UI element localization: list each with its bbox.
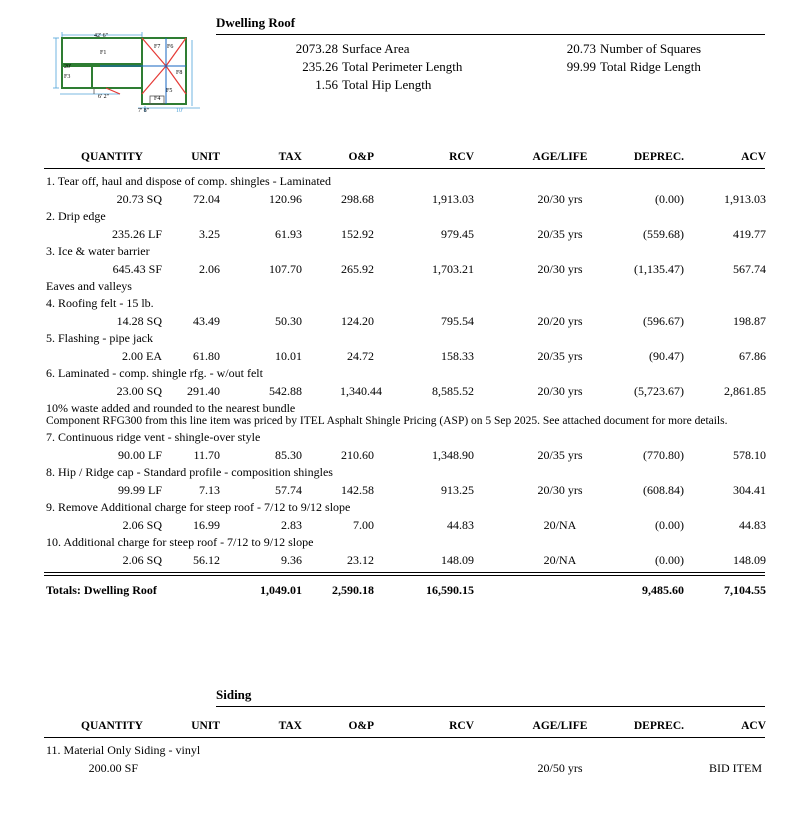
cell-unit: 2.06: [199, 262, 220, 276]
table-row: [0, 384, 804, 402]
siding-section-title: Siding: [216, 687, 252, 702]
cell-unit: 56.12: [193, 553, 220, 567]
cell-op: 23.12: [347, 553, 374, 567]
header-op: O&P: [348, 720, 374, 732]
header-acv: ACV: [741, 151, 766, 163]
cell-age-life: 20/NA: [543, 518, 577, 532]
table-row: [0, 262, 804, 280]
header-unit: UNIT: [191, 720, 220, 732]
dim-bottom-left-label: 6' 2": [98, 94, 110, 100]
total-op: 2,590.18: [332, 583, 374, 597]
cell-acv: 2,861.85: [724, 384, 766, 398]
item-9-description-row: [0, 500, 804, 518]
cell-age-life: 20/30 yrs: [537, 192, 583, 206]
cell-unit: 3.25: [199, 227, 220, 241]
cell-op: 7.00: [353, 518, 374, 532]
header-deprec: DEPREC.: [633, 151, 684, 163]
header-age-life: AGE/LIFE: [532, 720, 588, 732]
header-rcv: RCV: [449, 720, 474, 732]
cell-acv: 567.74: [733, 262, 766, 276]
cell-deprec: (0.00): [655, 518, 684, 532]
item-description: 8. Hip / Ridge cap - Standard profile - composition shingles: [46, 465, 333, 479]
header-quantity: QUANTITY: [81, 720, 143, 732]
cell-acv: BID ITEM: [709, 761, 762, 775]
hip-length-value: 1.56: [315, 77, 338, 92]
item-10-description-row: [0, 535, 804, 553]
cell-rcv: 1,913.03: [432, 192, 474, 206]
cell-op: 152.92: [341, 227, 374, 241]
item-3-note-row: [0, 279, 804, 297]
cell-qty: 20.73 SQ: [116, 192, 162, 206]
cell-rcv: 979.45: [441, 227, 474, 241]
cell-op: 142.58: [341, 483, 374, 497]
cell-acv: 67.86: [739, 349, 766, 363]
cell-qty: 99.99 LF: [117, 483, 162, 497]
item-description: 5. Flashing - pipe jack: [46, 331, 153, 345]
table-row: [0, 518, 804, 536]
ridge-label: Total Ridge Length: [600, 59, 701, 74]
roof-table-header: [0, 151, 804, 169]
cell-deprec: (770.80): [643, 448, 684, 462]
cell-acv: 304.41: [733, 483, 766, 497]
cell-age-life: 20/35 yrs: [537, 448, 583, 462]
cell-unit: 61.80: [193, 349, 220, 363]
cell-acv: 44.83: [739, 518, 766, 532]
cell-unit: 43.49: [193, 314, 220, 328]
cell-op: 24.72: [347, 349, 374, 363]
cell-qty: 2.06 SQ: [122, 553, 162, 567]
header-deprec: DEPREC.: [633, 720, 684, 732]
cell-op: 210.60: [341, 448, 374, 462]
cell-acv: 198.87: [733, 314, 766, 328]
item-11-description-row: [0, 743, 804, 761]
cell-deprec: (0.00): [655, 192, 684, 206]
cell-tax: 85.30: [275, 448, 302, 462]
header-acv: ACV: [741, 720, 766, 732]
cell-acv: 419.77: [733, 227, 766, 241]
cell-tax: 9.36: [281, 553, 302, 567]
cell-deprec: (608.84): [643, 483, 684, 497]
table-row: [0, 349, 804, 367]
item-7-description-row: [0, 430, 804, 448]
item-description: 9. Remove Additional charge for steep roof - 7/12 to 9/12 slope: [46, 500, 351, 514]
item-description: 7. Continuous ridge vent - shingle-over style: [46, 430, 261, 444]
total-deprec: 9,485.60: [642, 583, 684, 597]
cell-rcv: 795.54: [441, 314, 474, 328]
cell-rcv: 148.09: [441, 553, 474, 567]
cell-acv: 148.09: [733, 553, 766, 567]
cell-qty: 23.00 SQ: [116, 384, 162, 398]
item-note-pricing: Component RFG300 from this line item was priced by ITEL Asphalt Shingle Pricing (ASP) on 5 Sep 2025. See attached document for more details.: [46, 415, 728, 427]
cell-deprec: (596.67): [643, 314, 684, 328]
cell-rcv: 158.33: [441, 349, 474, 363]
roof-title-rule: [216, 34, 765, 35]
cell-tax: 10.01: [275, 349, 302, 363]
item-2-description-row: [0, 209, 804, 227]
cell-age-life: 20/NA: [543, 553, 577, 567]
cell-tax: 120.96: [269, 192, 302, 206]
perimeter-value: 235.26: [302, 59, 338, 74]
cell-unit: 11.70: [193, 448, 220, 462]
header-age-life: AGE/LIFE: [532, 151, 588, 163]
cell-unit: 291.40: [187, 384, 220, 398]
facet-f4-label: F4: [154, 96, 161, 102]
cell-op: 124.20: [341, 314, 374, 328]
cell-age-life: 20/30 yrs: [537, 262, 583, 276]
siding-header-rule: [44, 737, 765, 738]
cell-deprec: (559.68): [643, 227, 684, 241]
cell-age-life: 20/30 yrs: [537, 483, 583, 497]
total-tax: 1,049.01: [260, 583, 302, 597]
cell-tax: 50.30: [275, 314, 302, 328]
cell-qty: 90.00 LF: [117, 448, 162, 462]
table-row: [0, 553, 804, 571]
roof-totals-row: [0, 583, 804, 601]
facet-f1-label: F1: [100, 50, 107, 56]
item-description: 4. Roofing felt - 15 lb.: [46, 296, 154, 310]
cell-qty: 200.00 SF: [88, 761, 138, 775]
table-row: [0, 192, 804, 210]
item-note: 10% waste added and rounded to the nearest bundle: [46, 401, 296, 415]
item-description: 3. Ice & water barrier: [46, 244, 150, 258]
cell-tax: 61.93: [275, 227, 302, 241]
roof-diagram-svg: [50, 28, 210, 114]
cell-deprec: (1,135.47): [634, 262, 684, 276]
header-tax: TAX: [278, 720, 302, 732]
table-row: [0, 483, 804, 501]
cell-unit: 7.13: [199, 483, 220, 497]
item-note: Eaves and valleys: [46, 279, 132, 293]
cell-age-life: 20/35 yrs: [537, 349, 583, 363]
cell-qty: 2.00 EA: [122, 349, 162, 363]
item-description: 1. Tear off, haul and dispose of comp. shingles - Laminated: [46, 174, 331, 188]
cell-tax: 2.83: [281, 518, 302, 532]
cell-qty: 645.43 SF: [112, 262, 162, 276]
dim-top-label: 42' 6": [94, 33, 109, 39]
table-row: [0, 448, 804, 466]
header-quantity: QUANTITY: [81, 151, 143, 163]
cell-rcv: 1,703.21: [432, 262, 474, 276]
cell-qty: 14.28 SQ: [116, 314, 162, 328]
facet-f3-label: F3: [64, 74, 71, 80]
header-tax: TAX: [278, 151, 302, 163]
item-description: 6. Laminated - comp. shingle rfg. - w/out felt: [46, 366, 263, 380]
facet-f6-label: F6: [167, 44, 174, 50]
cell-deprec: (5,723.67): [634, 384, 684, 398]
cell-age-life: 20/20 yrs: [537, 314, 583, 328]
item-4-description-row: [0, 296, 804, 314]
squares-label: Number of Squares: [600, 41, 702, 56]
header-op: O&P: [348, 151, 374, 163]
cell-deprec: (90.47): [649, 349, 684, 363]
facet-f7-label: F7: [154, 44, 161, 50]
cell-age-life: 20/50 yrs: [537, 761, 583, 775]
table-row: [0, 761, 804, 779]
cell-qty: 2.06 SQ: [122, 518, 162, 532]
item-description: 11. Material Only Siding - vinyl: [46, 743, 201, 757]
item-6-description-row: [0, 366, 804, 384]
cell-op: 298.68: [341, 192, 374, 206]
total-rcv: 16,590.15: [426, 583, 474, 597]
cell-tax: 107.70: [269, 262, 302, 276]
ridge-value: 99.99: [566, 59, 596, 74]
surface-area-label: Surface Area: [342, 41, 410, 56]
cell-qty: 235.26 LF: [111, 227, 162, 241]
cell-tax: 542.88: [269, 384, 302, 398]
totals-label: Totals: Dwelling Roof: [46, 583, 157, 597]
header-unit: UNIT: [191, 151, 220, 163]
facet-f5-label: F5: [166, 88, 173, 94]
cell-rcv: 1,348.90: [432, 448, 474, 462]
cell-age-life: 20/35 yrs: [537, 227, 583, 241]
cell-rcv: 8,585.52: [432, 384, 474, 398]
cell-deprec: (0.00): [655, 553, 684, 567]
cell-unit: 16.99: [193, 518, 220, 532]
table-row: [0, 227, 804, 245]
item-3-description-row: [0, 244, 804, 262]
dim-right-label: 10': [176, 108, 184, 114]
total-acv: 7,104.55: [724, 583, 766, 597]
perimeter-label: Total Perimeter Length: [342, 59, 463, 74]
dim-left-label: 20': [64, 64, 72, 70]
siding-table-header: [0, 720, 804, 738]
roof-section-title: Dwelling Roof: [216, 15, 296, 30]
hip-length-label: Total Hip Length: [342, 77, 432, 92]
item-5-description-row: [0, 331, 804, 349]
item-8-description-row: [0, 465, 804, 483]
cell-op: 265.92: [341, 262, 374, 276]
item-description: 10. Additional charge for steep roof - 7/12 to 9/12 slope: [46, 535, 314, 549]
cell-rcv: 913.25: [441, 483, 474, 497]
cell-unit: 72.04: [193, 192, 220, 206]
roof-diagram: [50, 28, 210, 114]
squares-value: 20.73: [566, 41, 596, 56]
cell-tax: 57.74: [275, 483, 302, 497]
item-description: 2. Drip edge: [46, 209, 106, 223]
roof-header-rule: [44, 168, 765, 169]
totals-double-rule: [44, 572, 765, 576]
dim-bottom-label: 7' 8": [138, 108, 150, 114]
cell-rcv: 44.83: [447, 518, 474, 532]
siding-title-rule: [216, 706, 765, 707]
item-1-description-row: [0, 174, 804, 192]
cell-age-life: 20/30 yrs: [537, 384, 583, 398]
table-row: [0, 314, 804, 332]
cell-acv: 1,913.03: [724, 192, 766, 206]
header-rcv: RCV: [449, 151, 474, 163]
cell-op: 1,340.44: [340, 384, 382, 398]
cell-acv: 578.10: [733, 448, 766, 462]
surface-area-value: 2073.28: [295, 41, 338, 56]
facet-f8-label: F8: [176, 70, 183, 76]
